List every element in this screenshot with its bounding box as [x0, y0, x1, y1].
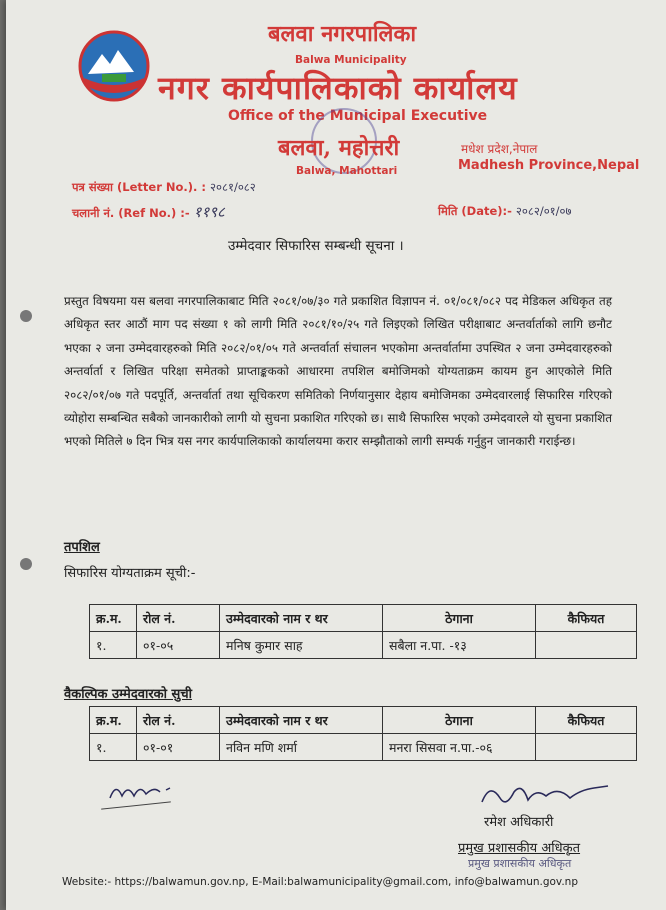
municipality-name-en: Balwa Municipality: [295, 54, 407, 66]
col-remarks: कैफियत: [536, 707, 637, 734]
office-name-np: नगर कार्यपालिकाको कार्यालय: [158, 69, 518, 107]
col-roll: रोल नं.: [137, 605, 220, 632]
table-row: [90, 734, 637, 761]
date-label: मिति (Date):-: [438, 204, 512, 218]
col-address: ठेगाना: [383, 605, 536, 632]
cell-roll: ०१-०१: [137, 734, 220, 761]
cell-address: सबैला न.पा. -१३: [383, 632, 536, 659]
municipality-emblem: [78, 30, 150, 102]
date-value: २०८२/०१/०७: [515, 204, 572, 218]
handwritten-signature: [476, 778, 616, 812]
cell-remarks: [536, 734, 637, 761]
cell-address: मनरा सिसवा न.पा.-०६: [383, 734, 536, 761]
col-roll: रोल नं.: [137, 707, 220, 734]
notice-body: प्रस्तुत विषयमा यस बलवा नगरपालिकाबाट मिति २०८१/०७/३० गते प्रकाशित विज्ञापन नं. ०१/०८१/०८२ पद मेडिकल अधिकृत तह अधिकृत स्तर आठौं माग पद संख्या १ को लागी मिति २०८१/१०/२५ गते लिइएको लिखित परीक्षाबाट अन्तर्वार्ताको लागि छनौट भएका २ जना उम्मेदवारहरुको मिति २०८२/०१/०५ गते अन्तर्वार्ता संचालन भएकोमा अन्तर्वार्तामा उपस्थित २ जना उम्मेदवारहरुको अन्तर्वार्ता र लिखित परिक्षा समेतको प्राप्ताङ्ककको आधारमा तपशिल बमोजिमको योग्यताक्रम कायम हुन आएकोले मिति २०८२/०१/०७ गते पदपूर्ति, अन्तर्वार्ता तथा सूचिकरण समितिको निर्णयानुसार देहाय बमोजिमका उम्मेदवारलाई सिफारिस गरिएको व्योहोरा सम्बन्धित सबैको जानकारीको लागी यो सुचना प्रकाशित गरिएको छ। साथै सिफारिस भएको उम्मेदवारले यो सुचना प्रकाशित भएको मितिले ७ दिन भित्र यस नगर कार्यपालिकाको कार्यालयमा करार सम्झौताको लागी सम्पर्क गर्नुहुन जानकारी गराईन्छ।: [64, 294, 612, 449]
place-en: Balwa, Mahottari: [296, 165, 398, 177]
recommended-list-label: सिफारिस योग्यताक्रम सूची:-: [64, 566, 196, 581]
place-np: बलवा, महोत्तरी: [278, 135, 400, 161]
col-address: ठेगाना: [383, 707, 536, 734]
cell-roll: ०१-०५: [137, 632, 220, 659]
province-np: मधेश प्रदेश,नेपाल: [461, 142, 538, 156]
table-header-row: [90, 605, 637, 632]
signatory-role: प्रमुख प्रशासकीय अधिकृत: [458, 841, 581, 856]
signatory-role-stamp: प्रमुख प्रशासकीय अधिकृत: [468, 857, 572, 870]
ref-number: [72, 202, 225, 222]
cell-remarks: [536, 632, 637, 659]
signatory-name: रमेश अधिकारी: [484, 815, 554, 830]
letter-number-label: पत्र संख्या (Letter No.). :: [72, 180, 207, 194]
letter-number-value: २०८१/०८२: [210, 180, 256, 194]
ref-number-label: चलानी नं. (Ref No.) :-: [72, 206, 190, 220]
footer-contact: Website:- https://balwamun.gov.np, E-Mail:balwamunicipality@gmail.com, info@balwamun.gov.np: [62, 876, 578, 888]
col-name: उम्मेदवारको नाम र थर: [220, 707, 383, 734]
alternate-table: [89, 706, 637, 761]
table-header-row: [90, 707, 637, 734]
ref-number-value: ११९८: [193, 203, 225, 221]
punch-hole: [20, 558, 32, 570]
recommended-table: [89, 604, 637, 659]
col-sn: क्र.म.: [90, 707, 137, 734]
cell-name: नविन मणि शर्मा: [220, 734, 383, 761]
details-heading: तपशिल: [64, 540, 100, 555]
alternate-list-label: वैकल्पिक उम्मेदवारको सुची: [64, 687, 192, 702]
office-name-en: Office of the Municipal Executive: [228, 108, 488, 124]
handwritten-initials: [106, 776, 186, 806]
cell-sn: १.: [90, 632, 137, 659]
col-name: उम्मेदवारको नाम र थर: [220, 605, 383, 632]
col-remarks: कैफियत: [536, 605, 637, 632]
letter-paper: [6, 0, 666, 910]
province-en: Madhesh Province,Nepal: [458, 158, 640, 173]
table-row: [90, 632, 637, 659]
municipality-name-np: बलवा नगरपालिका: [268, 21, 417, 47]
col-sn: क्र.म.: [90, 605, 137, 632]
cell-sn: १.: [90, 734, 137, 761]
punch-hole: [20, 310, 32, 322]
letter-date: [438, 204, 572, 219]
letter-number: [72, 180, 256, 195]
notice-title: उम्मेदवार सिफारिस सम्बन्धी सूचना ।: [228, 238, 404, 254]
cell-name: मनिष कुमार साह: [220, 632, 383, 659]
